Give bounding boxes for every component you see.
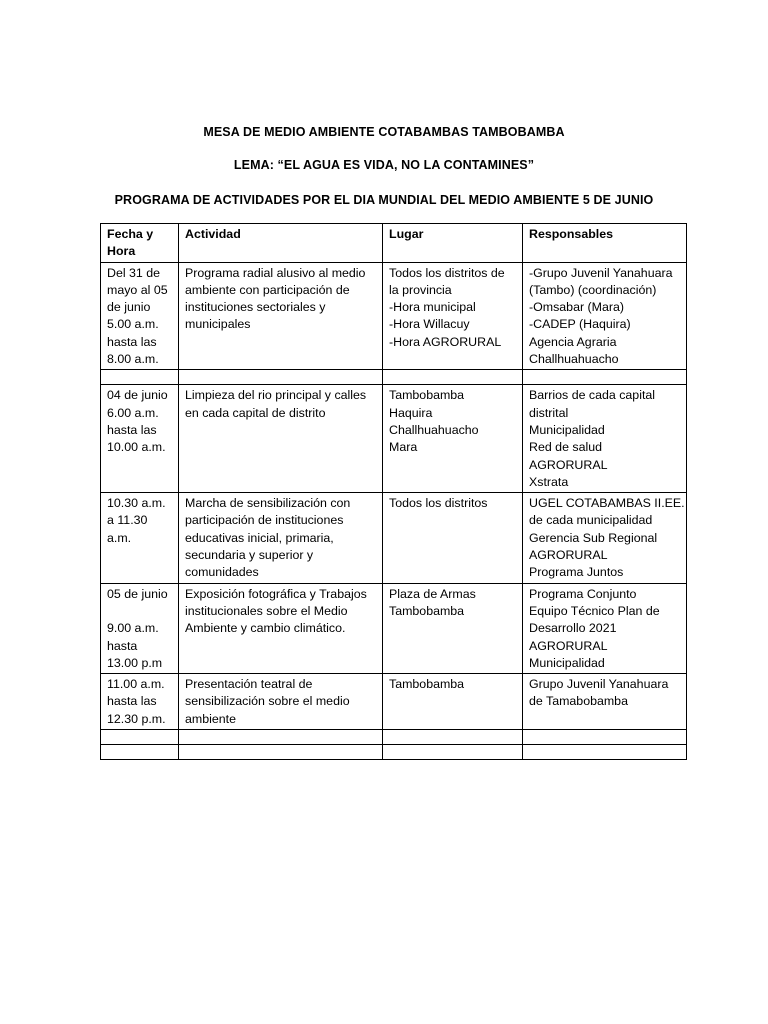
responsables-line: (Tambo) (coordinación) bbox=[529, 282, 657, 297]
cell-lugar bbox=[383, 493, 523, 583]
fecha-line bbox=[107, 603, 172, 620]
actividad-line: sensibilización sobre el medio bbox=[185, 694, 350, 709]
lugar-line: Plaza de Armas bbox=[389, 586, 476, 601]
cell-responsables bbox=[523, 262, 687, 370]
lugar-line: Haquira bbox=[389, 405, 433, 420]
fecha-line: 10.30 a.m. bbox=[107, 496, 166, 511]
empty-cell bbox=[101, 370, 179, 385]
fecha-line: de junio bbox=[107, 300, 151, 315]
empty-cell bbox=[383, 730, 523, 745]
actividad-line: Limpieza del rio principal y calles bbox=[185, 388, 367, 403]
actividad-line: educativas inicial, primaria, bbox=[185, 530, 334, 545]
responsables-line: Desarrollo 2021 bbox=[529, 621, 617, 636]
actividad-line: secundaria y superior y bbox=[185, 548, 314, 563]
responsables-line: UGEL COTABAMBAS II.EE. bbox=[529, 496, 685, 511]
cell-responsables bbox=[523, 674, 687, 730]
responsables-line: -Omsabar (Mara) bbox=[529, 300, 625, 315]
fecha-line: 9.00 a.m. bbox=[107, 621, 159, 636]
fecha-line: 04 de junio bbox=[107, 388, 168, 403]
responsables-line: Programa Juntos bbox=[529, 565, 624, 580]
cell-fecha bbox=[101, 674, 179, 730]
responsables-line: Municipalidad bbox=[529, 422, 605, 437]
fecha-line: hasta las bbox=[107, 334, 157, 349]
responsables-line: -Grupo Juvenil Yanahuara bbox=[529, 265, 673, 280]
lugar-line: Tambobamba bbox=[389, 677, 465, 692]
responsables-line: Equipo Técnico Plan de bbox=[529, 603, 660, 618]
responsables-line: Programa Conjunto bbox=[529, 586, 637, 601]
empty-cell bbox=[523, 745, 687, 760]
actividad-line: participación de instituciones bbox=[185, 513, 344, 528]
actividad-line: municipales bbox=[185, 317, 251, 332]
empty-cell bbox=[179, 730, 383, 745]
cell-actividad bbox=[179, 385, 383, 493]
table-row bbox=[101, 674, 687, 730]
cell-actividad bbox=[179, 583, 383, 673]
cell-fecha bbox=[101, 262, 179, 370]
cell-fecha bbox=[101, 583, 179, 673]
header-responsables: Responsables bbox=[523, 224, 687, 263]
actividad-line: Presentación teatral de bbox=[185, 677, 313, 692]
cell-fecha bbox=[101, 385, 179, 493]
actividad-line: Marcha de sensibilización con bbox=[185, 496, 351, 511]
responsables-line: -CADEP (Haquira) bbox=[529, 317, 631, 332]
responsables-line: Challhuahuacho bbox=[529, 352, 619, 367]
responsables-line: AGRORURAL bbox=[529, 638, 608, 653]
lugar-line: Tambobamba bbox=[389, 603, 465, 618]
empty-cell bbox=[101, 730, 179, 745]
fecha-line: 11.00 a.m. bbox=[107, 677, 165, 692]
responsables-line: distrital bbox=[529, 405, 569, 420]
lugar-line: Mara bbox=[389, 440, 418, 455]
empty-cell bbox=[383, 745, 523, 760]
responsables-line: Municipalidad bbox=[529, 655, 605, 670]
fecha-line: hasta las bbox=[107, 694, 157, 709]
responsables-line: Gerencia Sub Regional bbox=[529, 530, 658, 545]
actividad-line: en cada capital de distrito bbox=[185, 405, 326, 420]
table-header-row bbox=[101, 224, 687, 263]
cell-lugar bbox=[383, 385, 523, 493]
cell-responsables bbox=[523, 385, 687, 493]
actividad-line: Ambiente y cambio climático. bbox=[185, 621, 346, 636]
lugar-line: -Hora AGRORURAL bbox=[389, 334, 502, 349]
fecha-line: hasta las bbox=[107, 422, 157, 437]
lugar-line: la provincia bbox=[389, 282, 452, 297]
fecha-line: 5.00 a.m. bbox=[107, 317, 159, 332]
cell-lugar bbox=[383, 262, 523, 370]
cell-responsables bbox=[523, 583, 687, 673]
responsables-line: Barrios de cada capital bbox=[529, 388, 656, 403]
lugar-line: Todos los distritos de bbox=[389, 265, 505, 280]
actividad-line: comunidades bbox=[185, 565, 259, 580]
empty-cell bbox=[523, 730, 687, 745]
fecha-line: a 11.30 bbox=[107, 513, 148, 528]
fecha-line: hasta bbox=[107, 638, 138, 653]
table-row bbox=[101, 385, 687, 493]
document-lema: LEMA: “EL AGUA ES VIDA, NO LA CONTAMINES” bbox=[233, 158, 535, 172]
actividad-line: institucionales sobre el Medio bbox=[185, 603, 348, 618]
cell-fecha bbox=[101, 493, 179, 583]
responsables-line: AGRORURAL bbox=[529, 457, 608, 472]
table-row bbox=[101, 493, 687, 583]
cell-actividad bbox=[179, 674, 383, 730]
responsables-line: Xstrata bbox=[529, 474, 569, 489]
cell-responsables bbox=[523, 493, 687, 583]
actividad-line: ambiente con participación de bbox=[185, 282, 350, 297]
empty-cell bbox=[101, 745, 179, 760]
cell-actividad bbox=[179, 493, 383, 583]
actividad-line: ambiente bbox=[185, 711, 236, 726]
fecha-line: 6.00 a.m. bbox=[107, 405, 159, 420]
actividad-line: instituciones sectoriales y bbox=[185, 300, 326, 315]
fecha-line: mayo al 05 bbox=[107, 282, 168, 297]
fecha-line: 8.00 a.m. bbox=[107, 352, 159, 367]
empty-cell bbox=[179, 745, 383, 760]
fecha-line: Del 31 de bbox=[107, 265, 161, 280]
document-title: MESA DE MEDIO AMBIENTE COTABAMBAS TAMBOBAMBA bbox=[203, 125, 565, 139]
empty-table-row bbox=[101, 370, 687, 385]
empty-cell bbox=[179, 370, 383, 385]
responsables-line: Grupo Juvenil Yanahuara bbox=[529, 677, 669, 692]
fecha-line: 12.30 p.m. bbox=[107, 711, 166, 726]
actividad-line: Exposición fotográfica y Trabajos bbox=[185, 586, 367, 601]
lugar-line: Tambobamba bbox=[389, 388, 465, 403]
table-row bbox=[101, 583, 687, 673]
lugar-line: -Hora municipal bbox=[389, 300, 476, 315]
header-actividad: Actividad bbox=[179, 224, 383, 263]
header-lugar: Lugar bbox=[383, 224, 523, 263]
responsables-line: AGRORURAL bbox=[529, 548, 608, 563]
activities-table bbox=[100, 223, 687, 760]
fecha-line: 10.00 a.m. bbox=[107, 440, 166, 455]
responsables-line: Red de salud bbox=[529, 440, 603, 455]
table-row bbox=[101, 262, 687, 370]
cell-lugar bbox=[383, 674, 523, 730]
responsables-line: Agencia Agraria bbox=[529, 334, 617, 349]
fecha-line: 05 de junio bbox=[107, 586, 168, 601]
empty-cell bbox=[523, 370, 687, 385]
responsables-line: de Tamabobamba bbox=[529, 694, 628, 709]
lugar-line: Todos los distritos bbox=[389, 496, 488, 511]
lugar-line: Challhuahuacho bbox=[389, 422, 479, 437]
cell-lugar bbox=[383, 583, 523, 673]
document-subtitle: PROGRAMA DE ACTIVIDADES POR EL DIA MUNDIAL DEL MEDIO AMBIENTE 5 DE JUNIO bbox=[114, 193, 654, 207]
fecha-line: 13.00 p.m bbox=[107, 655, 163, 670]
cell-actividad bbox=[179, 262, 383, 370]
lugar-line: -Hora Willacuy bbox=[389, 317, 470, 332]
actividad-line: Programa radial alusivo al medio bbox=[185, 265, 366, 280]
responsables-line: de cada municipalidad bbox=[529, 513, 653, 528]
empty-table-row bbox=[101, 730, 687, 745]
header-fecha: Fecha y Hora bbox=[101, 224, 179, 263]
empty-cell bbox=[383, 370, 523, 385]
empty-table-row bbox=[101, 745, 687, 760]
fecha-line: a.m. bbox=[107, 530, 132, 545]
